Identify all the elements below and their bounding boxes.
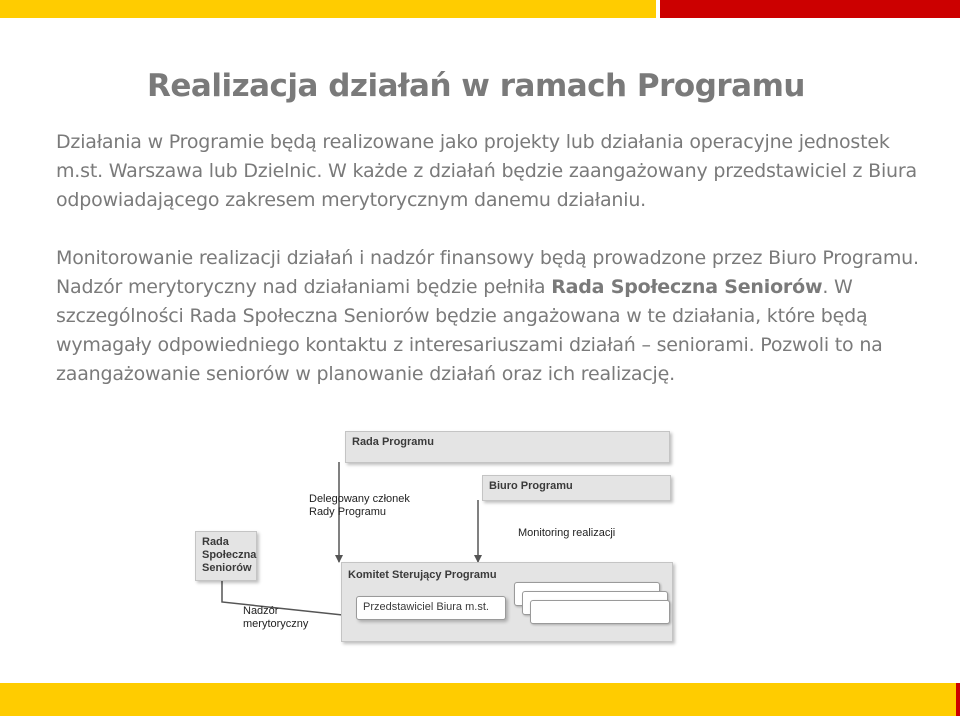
box-rada-programu-label: Rada Programu bbox=[352, 436, 434, 448]
label-delegowany bbox=[309, 493, 410, 519]
box-rada-spoleczna-seniorow bbox=[195, 531, 257, 581]
box-biuro-programu-label: Biuro Programu bbox=[489, 480, 573, 492]
paragraph-1: Działania w Programie będą realizowane jako projekty lub działania operacyjne jednostek m.st. Warszawa lub Dzielnic. W każde z działań będzie zaangażowany przedstawiciel z Biura odpowiadającego zakresem merytorycznym danemu działaniu. bbox=[56, 131, 917, 211]
box-przedstawiciel-label: Przedstawiciel Biura m.st. bbox=[363, 601, 489, 613]
box-biuro-programu bbox=[482, 475, 671, 501]
stack-card-front bbox=[530, 600, 670, 624]
paragraph-2-bold: Rada Społeczna Seniorów bbox=[551, 276, 823, 298]
box-komitet-label: Komitet Sterujący Programu bbox=[348, 569, 497, 581]
label-nadzor-line1: Nadzór bbox=[243, 605, 279, 617]
label-delegowany-line1: Delegowany członek bbox=[309, 493, 410, 505]
box-rada-spoleczna-line3: Seniorów bbox=[202, 562, 252, 574]
label-monitoring: Monitoring realizacji bbox=[518, 527, 616, 539]
bottom-accent-bar-yellow bbox=[0, 683, 956, 716]
box-przedstawiciel bbox=[356, 596, 506, 620]
box-rada-spoleczna-line1: Rada bbox=[202, 536, 229, 548]
label-nadzor-line2: merytoryczny bbox=[243, 618, 309, 630]
slide-title: Realizacja działań w ramach Programu bbox=[147, 68, 805, 104]
box-rada-spoleczna-line2: Społeczna bbox=[202, 549, 257, 561]
paragraph-2-text-b: . W szczególności Rada Społeczna Seniorów będzie angażowana w te działania, które będą wymagały odpowiedniego kontaktu z interesariuszami działań – seniorami. Pozwoli to na zaangażowanie seniorów w planowanie działań oraz ich realizację. bbox=[56, 276, 883, 385]
bottom-accent-bar-red bbox=[956, 683, 960, 716]
paragraph-2-text-a: Monitorowanie realizacji działań i nadzór finansowy będą prowadzone przez Biuro Programu. Nadzór merytoryczny nad działaniami będzie pełniła bbox=[56, 247, 919, 298]
label-nadzor bbox=[243, 605, 308, 631]
box-rada-programu bbox=[345, 431, 670, 463]
label-delegowany-line2: Rady Programu bbox=[309, 506, 387, 518]
